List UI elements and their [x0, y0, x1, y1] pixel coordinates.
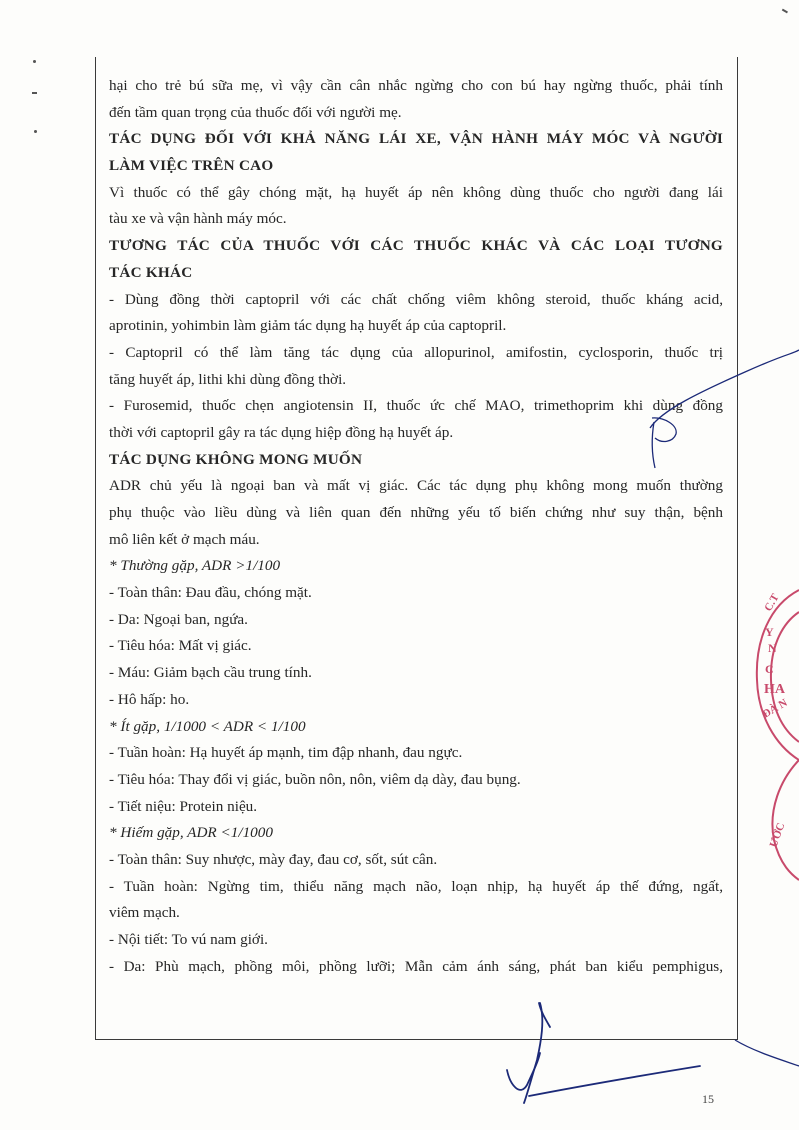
scan-speck [33, 60, 36, 63]
text-line: tăng huyết áp, lithi khi dùng đồng thời. [109, 370, 347, 388]
text-line: - Tuần hoàn: Hạ huyết áp mạnh, tim đập nhanh, đau ngực. [109, 744, 463, 762]
text-line: aprotinin, yohimbin làm giảm tác dụng hạ huyết áp của captopril. [109, 317, 507, 335]
scan-speck [782, 9, 788, 13]
section-heading-line: TÁC KHÁC [109, 263, 193, 281]
text-line: ADR chủ yếu là ngoại ban và mất vị giác. Các tác dụng phụ không mong muốn thường [109, 477, 723, 495]
section-heading-line: TÁC DỤNG ĐỐI VỚI KHẢ NĂNG LÁI XE, VẬN HÀNH MÁY MÓC VÀ NGƯỜI [109, 130, 723, 148]
text-line: - Toàn thân: Suy nhược, mày đay, đau cơ, sốt, sút cân. [109, 850, 438, 868]
text-line: * Thường gặp, ADR >1/100 [109, 557, 281, 575]
text-line: - Da: Ngoại ban, ngứa. [109, 610, 248, 628]
stamp-text [761, 591, 790, 849]
text-line: - Hô hấp: ho. [109, 690, 190, 708]
text-line: tàu xe và vận hành máy móc. [109, 210, 287, 228]
document-frame [95, 57, 738, 1040]
text-line: thời với captopril gây ra tác dụng hiệp đồng hạ huyết áp. [109, 423, 454, 441]
text-line: - Furosemid, thuốc chẹn angiotensin II, thuốc ức chế MAO, trimethoprim khi dùng đồng [109, 397, 723, 415]
svg-text:Y: Y [765, 625, 774, 639]
stamp-seal-lower [772, 760, 799, 880]
text-line: - Captopril có thể làm tăng tác dụng của allopurinol, amifostin, cyclosporin, thuốc trị [109, 343, 723, 361]
text-line: - Tuần hoàn: Ngừng tim, thiểu năng mạch não, loạn nhịp, hạ huyết áp thế đứng, ngất, [109, 877, 723, 895]
text-line: hại cho trẻ bú sữa mẹ, vì vậy cần cân nhắc ngừng cho con bú hay ngừng thuốc, phải tính [109, 77, 723, 94]
text-line: - Tiêu hóa: Thay đổi vị giác, buồn nôn, nôn, viêm dạ dày, đau bụng. [109, 770, 521, 788]
text-line: - Tiết niệu: Protein niệu. [109, 797, 258, 815]
text-line: viêm mạch. [109, 904, 180, 922]
svg-text:N: N [768, 641, 777, 655]
scan-speck [34, 130, 37, 133]
text-line: - Da: Phù mạch, phồng môi, phồng lưỡi; Mẫn cảm ánh sáng, phát ban kiểu pemphigus, [109, 957, 723, 975]
text-line: Vì thuốc có thể gây chóng mặt, hạ huyết áp nên không dùng thuốc cho người đang lái [109, 183, 723, 201]
text-line: * Hiếm gặp, ADR <1/1000 [109, 824, 273, 842]
svg-text:ƯỚC: ƯỚC [767, 821, 788, 850]
scan-speck [32, 92, 37, 94]
text-line: mô liên kết ở mạch máu. [109, 530, 260, 548]
text-line: - Dùng đồng thời captopril với các chất chống viêm không steroid, thuốc kháng acid, [109, 290, 723, 308]
svg-text:HA: HA [764, 682, 785, 697]
text-line: - Toàn thân: Đau đầu, chóng mặt. [109, 584, 312, 602]
stamp-seal [757, 590, 799, 760]
svg-text:C.T: C.T [762, 591, 782, 614]
page-number: 15 [702, 1092, 714, 1106]
section-heading-line: LÀM VIỆC TRÊN CAO [109, 157, 274, 175]
text-line: - Tiêu hóa: Mất vị giác. [109, 637, 252, 655]
svg-text:ĐÀ N: ĐÀ N [760, 696, 790, 721]
text-line: đến tầm quan trọng của thuốc đối với người mẹ. [109, 103, 402, 121]
section-heading-line: TƯƠNG TÁC CỦA THUỐC VỚI CÁC THUỐC KHÁC VÀ CÁC LOẠI TƯƠNG [109, 237, 723, 255]
text-line: * Ít gặp, 1/1000 < ADR < 1/100 [109, 717, 306, 735]
section-heading-line: TÁC DỤNG KHÔNG MONG MUỐN [109, 450, 363, 468]
svg-text:C: C [765, 662, 774, 676]
document-body [109, 73, 723, 980]
text-line: phụ thuộc vào liều dùng và liên quan đến những yếu tố biến chứng như suy thận, bệnh [109, 504, 723, 521]
text-line: - Nội tiết: To vú nam giới. [109, 931, 268, 948]
text-line: - Máu: Giảm bạch cầu trung tính. [109, 664, 312, 682]
